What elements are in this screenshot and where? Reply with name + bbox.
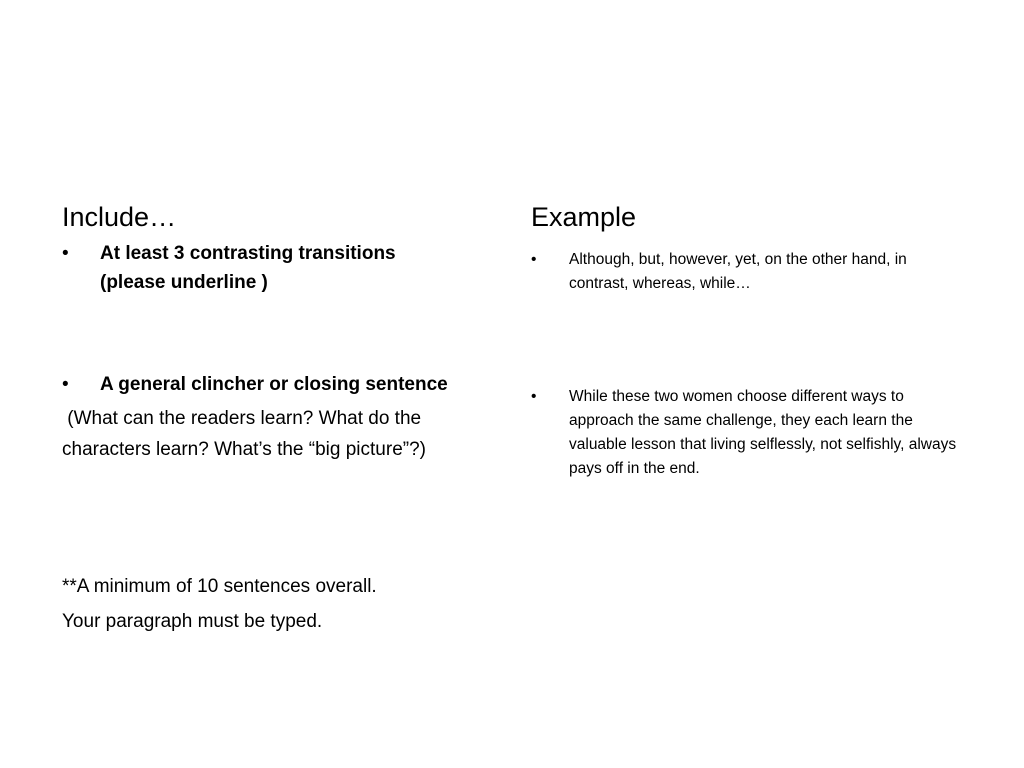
footer-minimum-sentences: **A minimum of 10 sentences overall.	[62, 576, 377, 597]
include-bullet-clincher	[62, 370, 502, 399]
bullet-icon: •	[531, 251, 537, 268]
example-heading: Example	[531, 202, 637, 232]
example-bullet-transitions	[531, 248, 969, 296]
example-bullet-clincher	[531, 385, 969, 481]
include-bullet-transitions	[62, 239, 440, 297]
include-bullet-text: At least 3 contrasting transitions (please underline )	[100, 243, 396, 293]
include-note: (What can the readers learn? What do the characters learn? What’s the “big picture”?)	[62, 408, 427, 460]
bullet-icon: •	[62, 374, 69, 395]
example-column	[531, 198, 971, 481]
include-column	[62, 198, 502, 637]
bullet-icon: •	[531, 388, 537, 405]
bullet-icon: •	[62, 243, 69, 264]
footer-typed: Your paragraph must be typed.	[62, 611, 323, 632]
example-bullet-text: Although, but, however, yet, on the other hand, in contrast, whereas, while…	[569, 251, 907, 292]
include-heading: Include…	[62, 202, 177, 232]
example-bullet-text: While these two women choose different ways to approach the same challenge, they each learn the valuable lesson that living selflessly, not selfishly, always pays off in the end.	[569, 388, 957, 477]
include-bullet-text: A general clincher or closing sentence	[100, 374, 448, 395]
